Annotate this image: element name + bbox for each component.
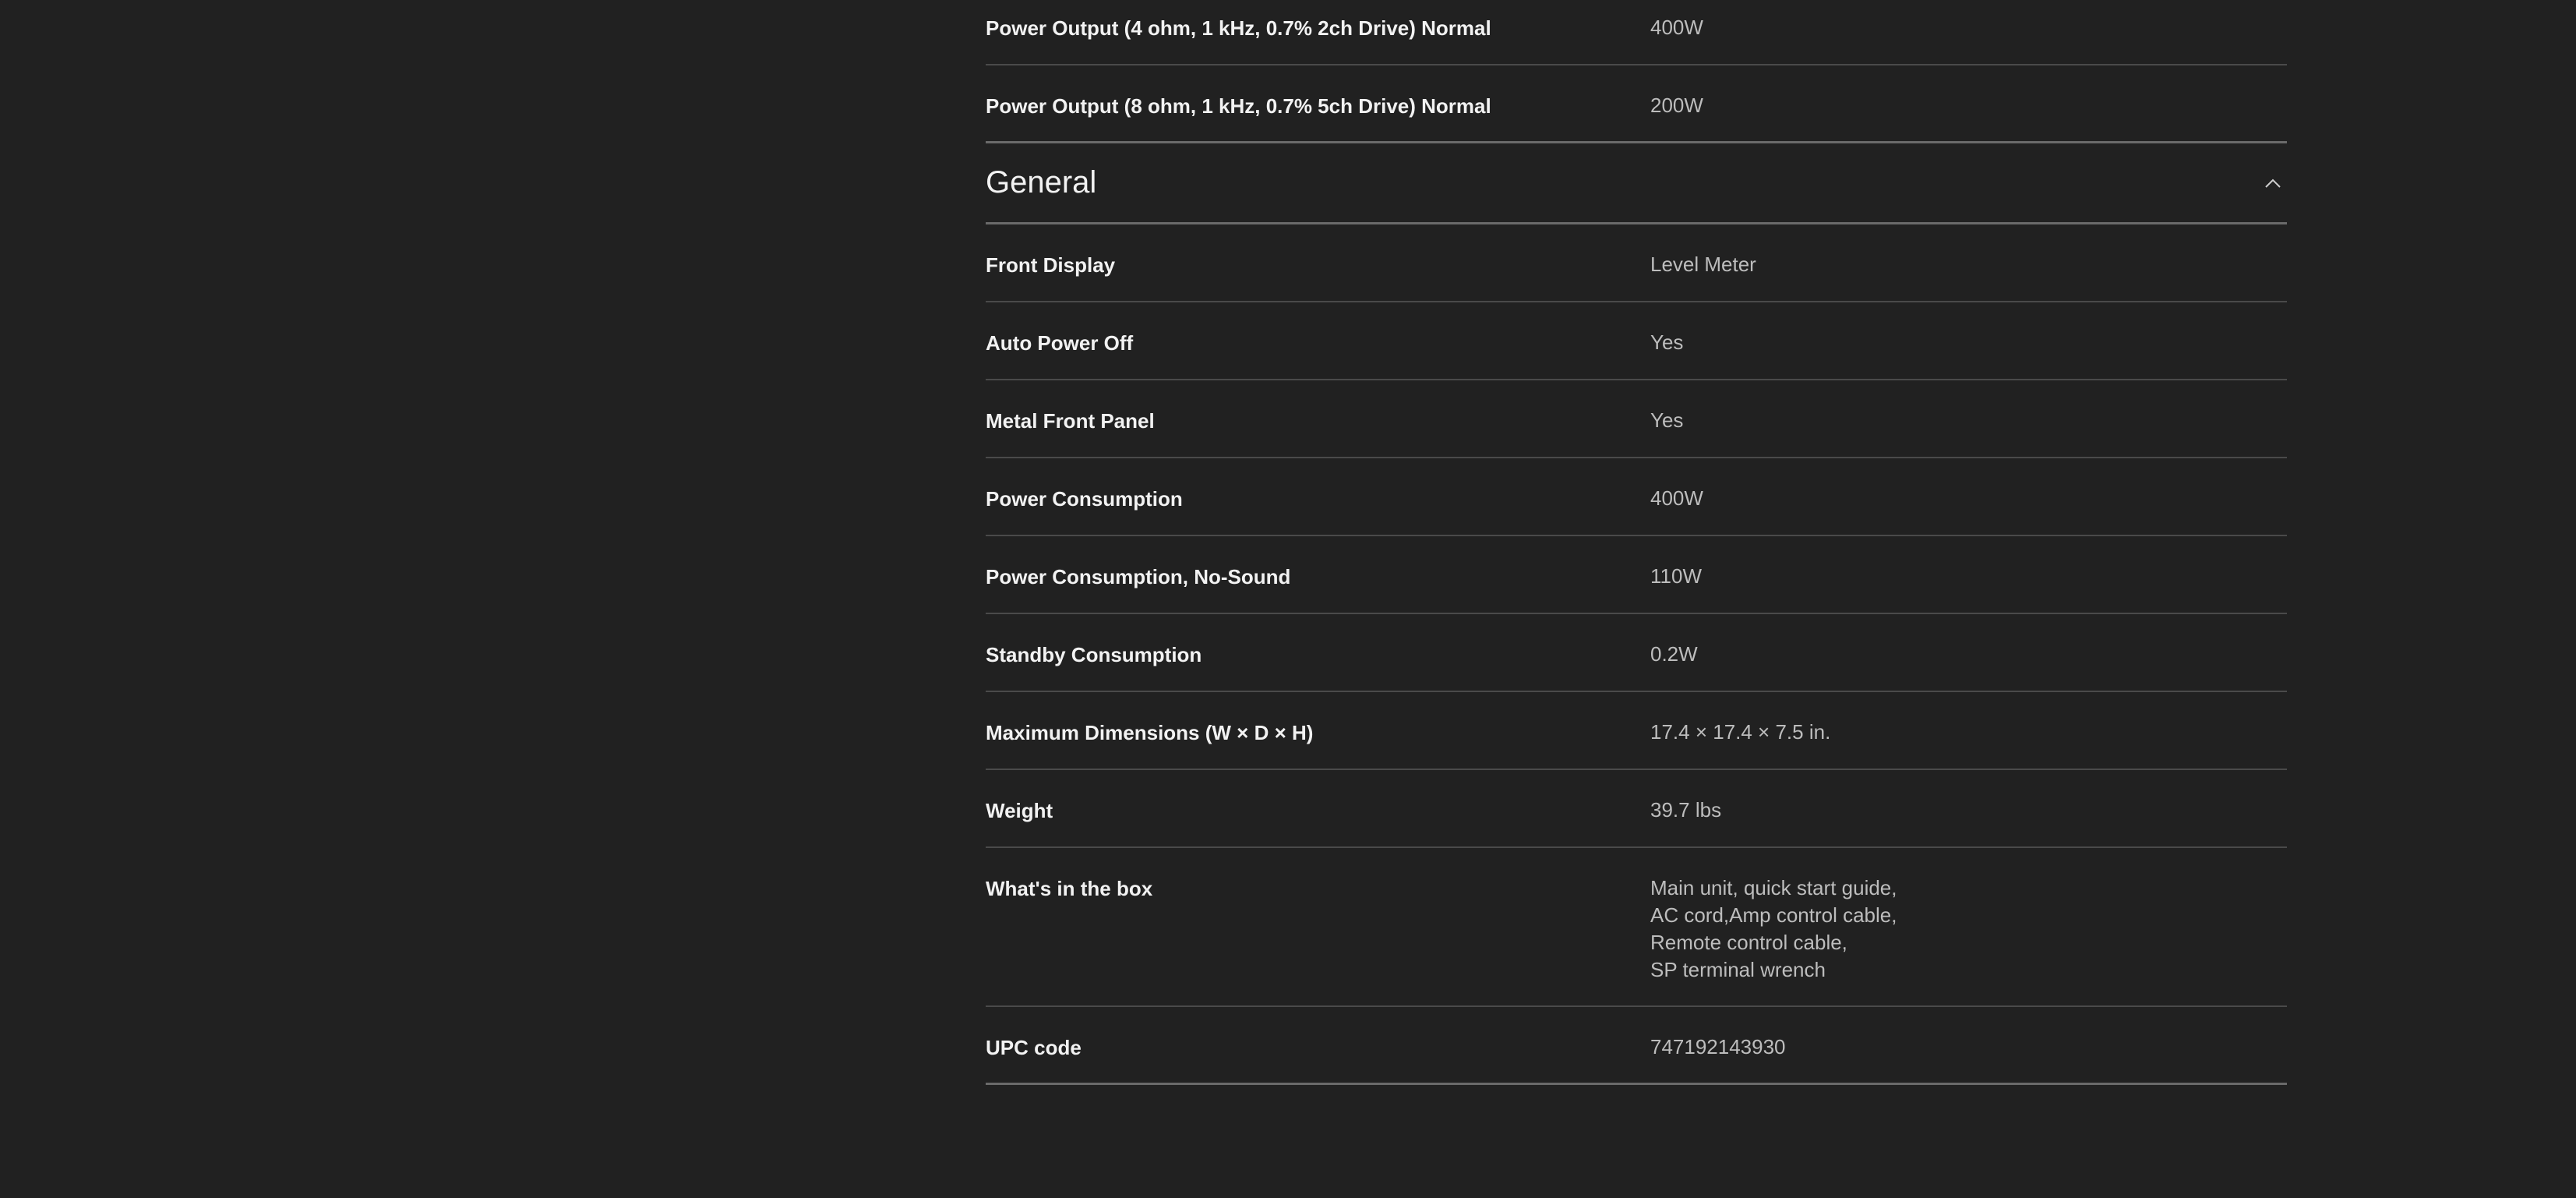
spec-label: Power Output (4 ohm, 1 kHz, 0.7% 2ch Drive) Normal xyxy=(986,16,1491,40)
section-header-general[interactable] xyxy=(986,143,2287,224)
spec-row-power-output-4ohm xyxy=(986,0,2287,65)
spec-row-power-consumption-no-sound xyxy=(986,536,2287,614)
section-title: General xyxy=(986,165,1097,200)
spec-value: 17.4 × 17.4 × 7.5 in. xyxy=(1650,720,1831,744)
spec-value: 400W xyxy=(1650,486,1703,510)
chevron-up-icon[interactable] xyxy=(2259,169,2287,197)
spec-row-standby-consumption xyxy=(986,614,2287,692)
spec-row-power-output-8ohm xyxy=(986,65,2287,143)
spec-row-auto-power-off xyxy=(986,302,2287,380)
spec-label: Metal Front Panel xyxy=(986,409,1155,433)
box-item-line: AC cord,Amp control cable, xyxy=(1650,903,1897,927)
spec-row-front-display xyxy=(986,224,2287,302)
box-item-line: Remote control cable, xyxy=(1650,931,1847,954)
spec-label: What's in the box xyxy=(986,877,1153,900)
spec-value xyxy=(1650,875,1897,984)
spec-label: Weight xyxy=(986,799,1053,822)
spec-label: Power Consumption xyxy=(986,487,1183,511)
spec-value: 110W xyxy=(1650,564,1702,588)
spec-row-weight xyxy=(986,770,2287,848)
box-item-line: SP terminal wrench xyxy=(1650,958,1826,981)
box-item-line: Main unit, quick start guide, xyxy=(1650,876,1897,899)
spec-value: 200W xyxy=(1650,94,1703,117)
spec-value: Yes xyxy=(1650,408,1684,432)
spec-label: Front Display xyxy=(986,253,1116,277)
spec-value: 0.2W xyxy=(1650,642,1698,666)
spec-label: Standby Consumption xyxy=(986,643,1202,666)
spec-row-upc-code xyxy=(986,1007,2287,1085)
spec-label: UPC code xyxy=(986,1036,1082,1059)
spec-value: 400W xyxy=(1650,16,1703,39)
spec-table xyxy=(986,0,2287,1085)
spec-row-power-consumption xyxy=(986,458,2287,536)
spec-label: Maximum Dimensions (W × D × H) xyxy=(986,721,1314,744)
spec-row-maximum-dimensions xyxy=(986,692,2287,770)
spec-value: 747192143930 xyxy=(1650,1035,1786,1058)
spec-value: Level Meter xyxy=(1650,253,1756,276)
spec-value: 39.7 lbs xyxy=(1650,798,1722,822)
spec-label: Auto Power Off xyxy=(986,331,1134,355)
spec-row-metal-front-panel xyxy=(986,380,2287,458)
spec-value: Yes xyxy=(1650,330,1684,354)
spec-row-whats-in-the-box xyxy=(986,848,2287,1007)
spec-label: Power Output (8 ohm, 1 kHz, 0.7% 5ch Drive) Normal xyxy=(986,94,1491,118)
spec-label: Power Consumption, No-Sound xyxy=(986,565,1291,588)
